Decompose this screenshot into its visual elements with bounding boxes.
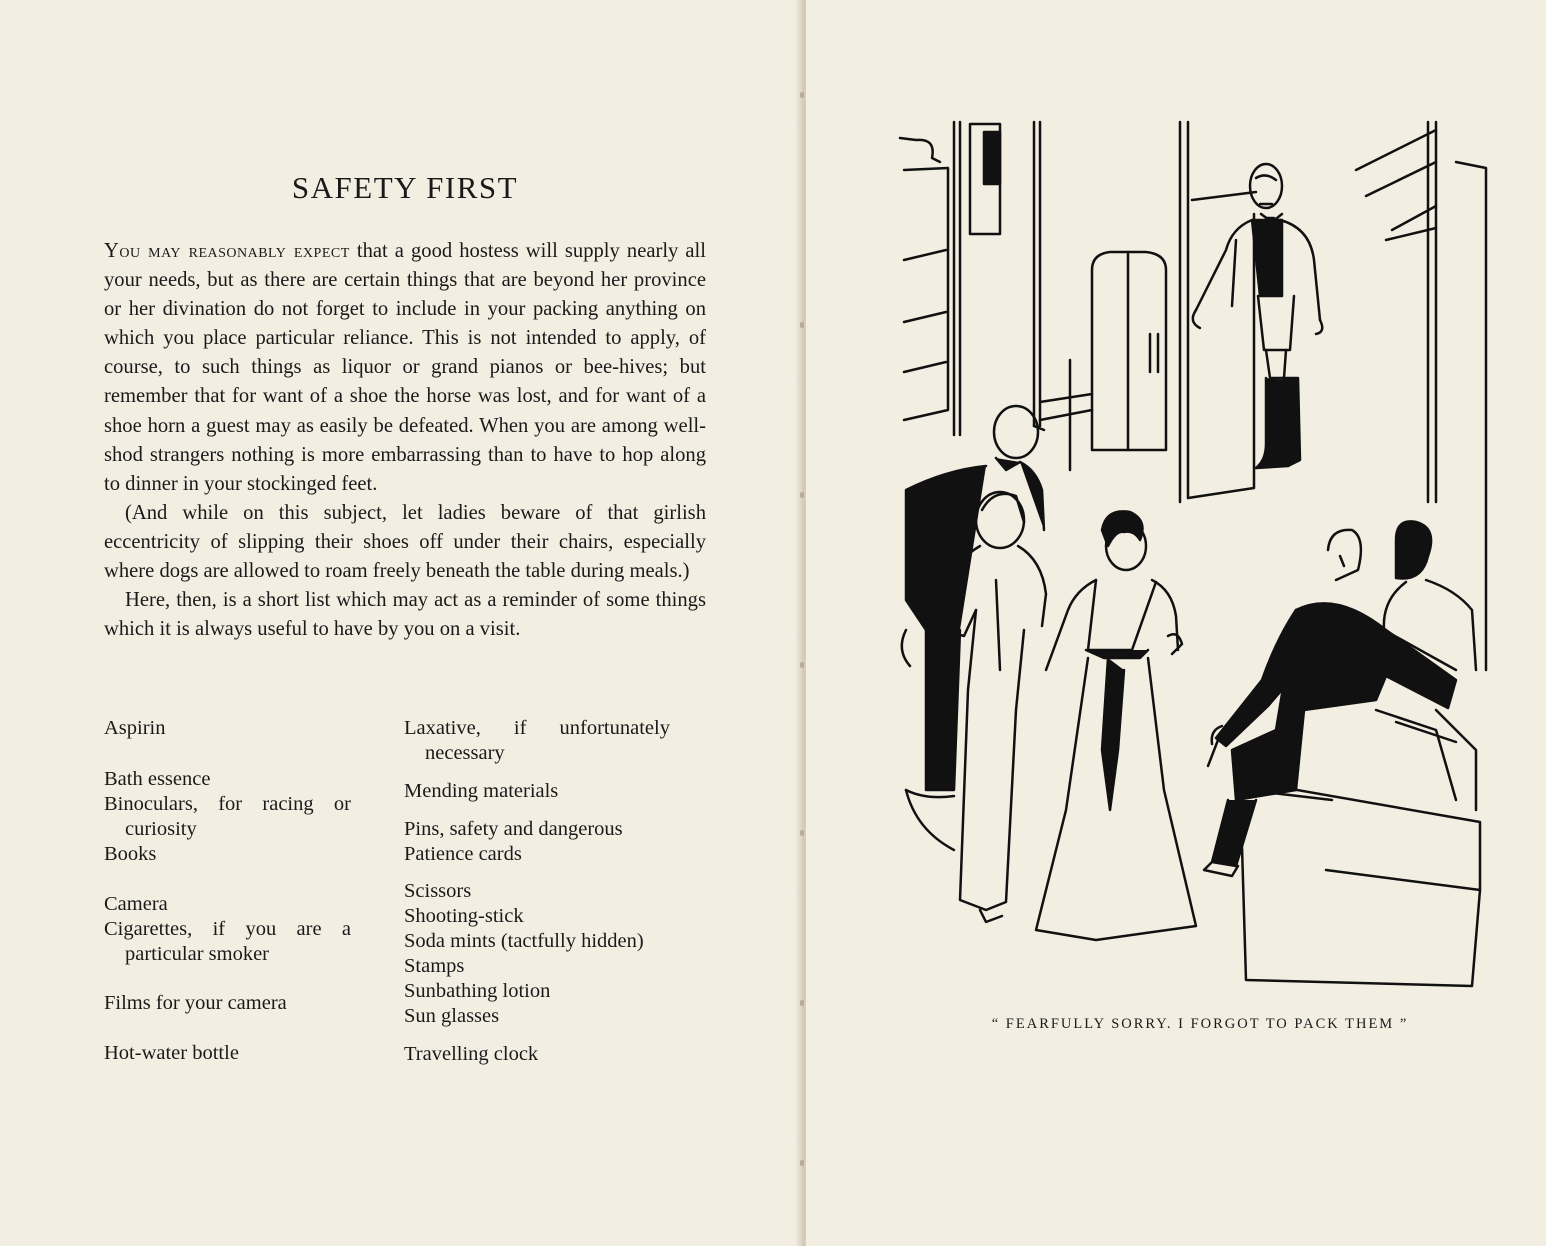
cartoon-illustration [896, 110, 1492, 990]
list-item: Scissors [404, 880, 472, 902]
butler-figure [1193, 164, 1322, 468]
list-item-continuation: necessary [425, 742, 505, 764]
list-word: if [212, 918, 226, 940]
list-word: for [218, 793, 243, 815]
list-item: Soda mints (tactfully hidden) [404, 930, 644, 952]
binding-stitch [800, 322, 804, 328]
list-word: racing [262, 793, 314, 815]
list-word: you [245, 918, 277, 940]
list-item: Pins, safety and dangerous [404, 818, 623, 840]
paragraph-1-text: that a good hostess will supply nearly all your needs, but as there are certain things that are beyond her province or her divination do not forget to include in your packing anything on which you place particular reliance. This is not intended to apply, of course, to such things as liquor or grand pianos or bee-hives; but remember that for want of a shoe the horse was lost, and for want of a shoe horn a guest may as easily be defeated. When you are among well-shod strangers nothing is more embarrassing than to have to hop along to dinner in your stockinged feet. [104, 240, 706, 495]
illustration-caption: “ FEARFULLY SORRY. I FORGOT TO PACK THEM ” [991, 1016, 1409, 1032]
list-item: Camera [104, 893, 168, 915]
list-item: Sunbathing lotion [404, 980, 551, 1002]
binding-stitch [800, 1160, 804, 1166]
paragraph-3: Here, then, is a short list which may act as a reminder of some things which it is always useful to have by you on a visit. [104, 589, 706, 641]
list-item-continuation: curiosity [125, 818, 197, 840]
list-item: Sun glasses [404, 1005, 500, 1027]
list-item [404, 716, 670, 766]
list-word: Cigarettes, [104, 918, 193, 940]
list-word: are [296, 918, 322, 940]
list-item: Patience cards [404, 843, 522, 865]
list-item: Books [104, 843, 157, 865]
list-item-line [104, 917, 351, 942]
list-item: Travelling clock [404, 1043, 539, 1065]
list-item-continuation: particular smoker [125, 943, 270, 965]
list-item [104, 792, 351, 842]
list-word: or [333, 793, 351, 815]
paragraph-2: (And while on this subject, let ladies beware of that girlish eccentricity of slipping their shoes off under their chairs, especially where dogs are allowed to roam freely beneath the table during meals.) [104, 501, 706, 583]
list-item-line [404, 716, 670, 741]
binding-stitch [800, 1000, 804, 1006]
list-item: Hot-water bottle [104, 1042, 239, 1064]
list-item: Films for your camera [104, 992, 287, 1014]
list-item: Shooting-stick [404, 905, 524, 927]
list-word: if [513, 717, 527, 739]
list-item: Mending materials [404, 780, 559, 802]
binding-stitch [800, 830, 804, 836]
list-item: Bath essence [104, 768, 211, 790]
list-item [104, 917, 351, 967]
list-word: a [341, 918, 351, 940]
binding-stitch [800, 92, 804, 98]
list-item-line [104, 792, 351, 817]
binding-stitch [800, 492, 804, 498]
binding-stitch [800, 662, 804, 668]
list-word: unfortunately [559, 717, 670, 739]
woman-with-dark-sash [1036, 511, 1196, 940]
body-text [104, 237, 706, 644]
paragraph-1-lead: You may reasonably expect [104, 240, 350, 262]
page-title: SAFETY FIRST [291, 170, 519, 205]
list-item: Aspirin [104, 717, 166, 739]
paragraph-1 [104, 237, 706, 499]
sofa [906, 722, 1480, 986]
bald-man-figure [902, 406, 1044, 797]
list-word: Binoculars, [104, 793, 198, 815]
list-item: Stamps [404, 955, 465, 977]
list-word: Laxative, [404, 717, 481, 739]
